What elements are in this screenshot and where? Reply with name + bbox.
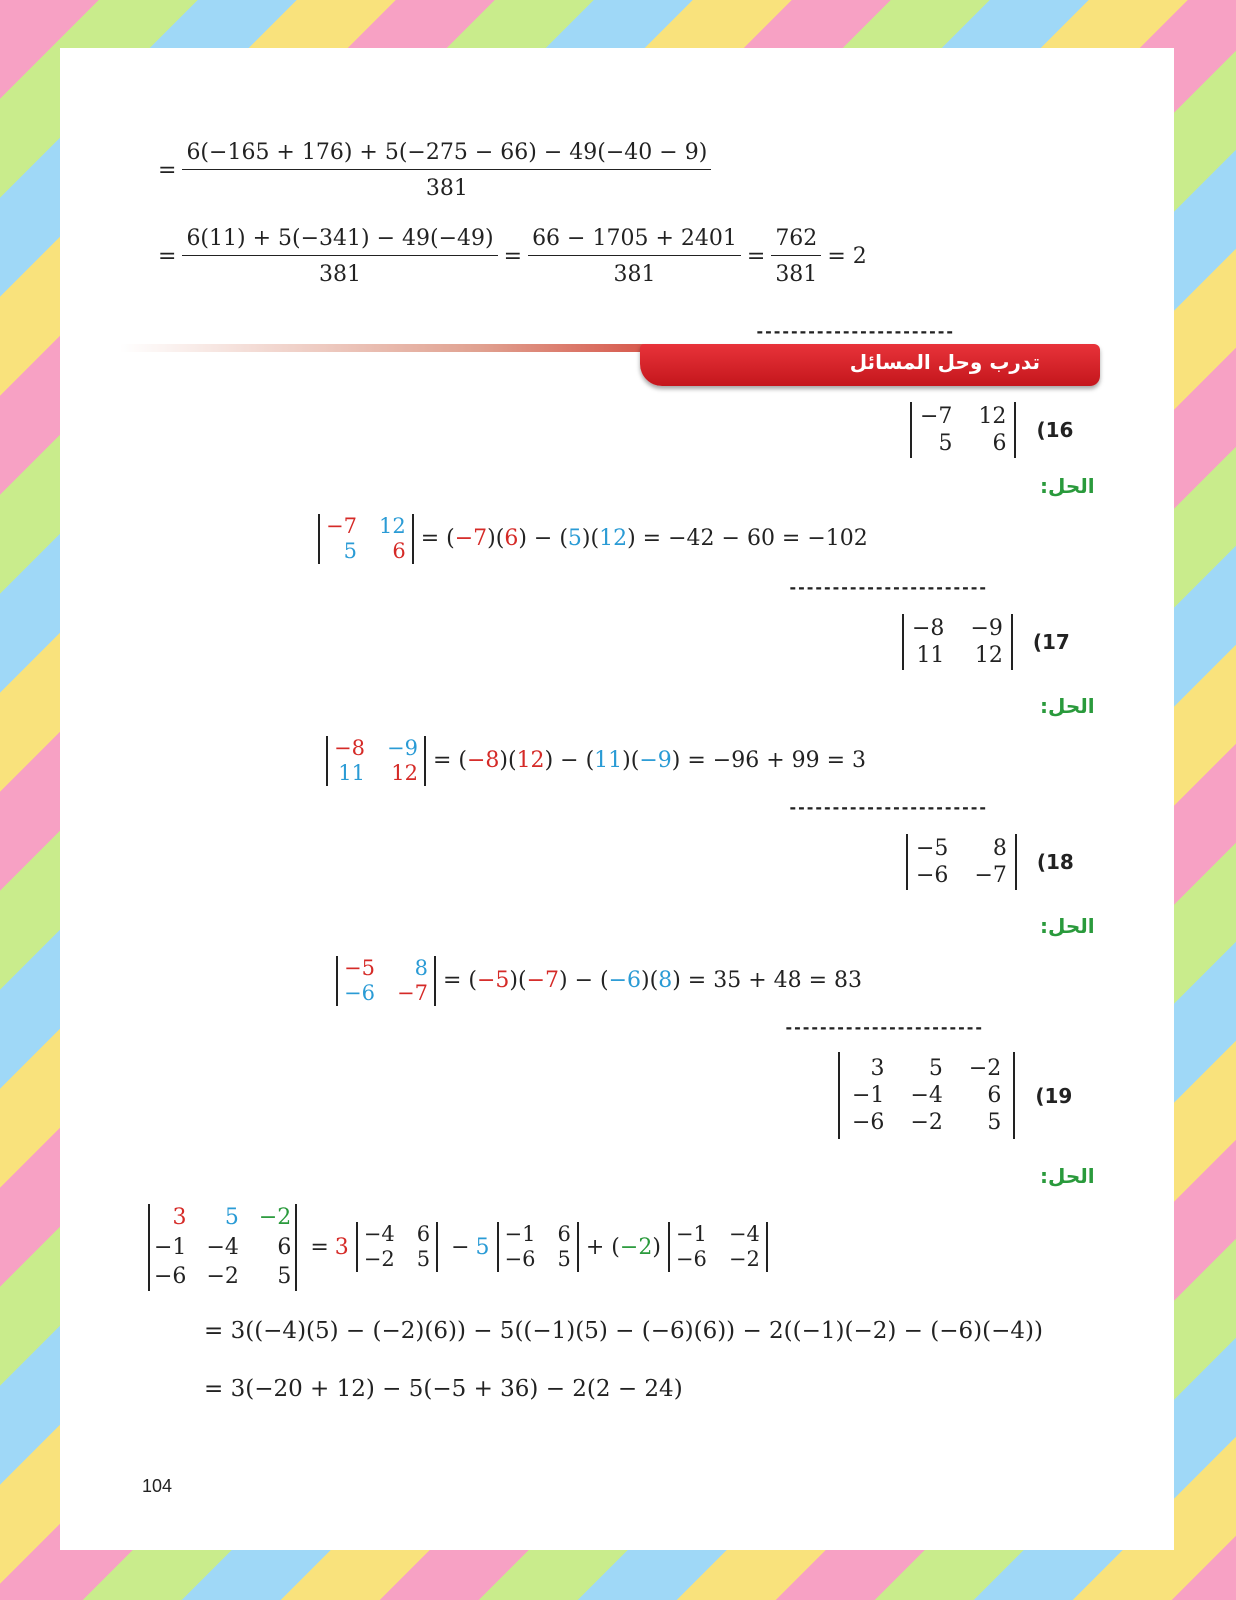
q19-minor-2: −1 6 −6 5	[497, 1222, 579, 1272]
q19-line-2: = 3((−4)(5) − (−2)(6)) − 5((−1)(5) − (−6)(6)) − 2((−1)(−2) − (−6)(−4))	[204, 1318, 1043, 1344]
q19-determinant: 3 5 −2 −1 −4 6 −6 −2 5	[838, 1052, 1015, 1139]
q17-problem	[902, 614, 1070, 670]
q17-colored-determinant: −8 −9 11 12	[326, 736, 426, 786]
page-number: 104	[142, 1476, 173, 1496]
q16-problem	[910, 402, 1073, 458]
q18-solution-label: الحل:	[1040, 914, 1095, 938]
q16-colored-determinant: −7 12 5 6	[318, 514, 414, 564]
q16-solution: −7 12 5 6 = (−7)(6) − (5)(12) = −42 − 60 = −102	[318, 514, 868, 564]
q18-colored-determinant: −5 8 −6 −7	[336, 956, 436, 1006]
separator-dashes: -----------------------	[788, 798, 987, 817]
q17-solution-label: الحل:	[1040, 694, 1095, 718]
section-banner	[120, 296, 1100, 374]
q19-minor-1: −4 6 −2 5	[356, 1222, 438, 1272]
q18-problem	[906, 834, 1074, 890]
q16-number: (16	[1036, 418, 1074, 442]
banner-title: تدرب وحل المسائل	[849, 350, 1040, 374]
separator-dashes: -----------------------	[755, 322, 954, 341]
fraction-line-2: = $\frac{6(11) + 5(-341) - 49(-49)}{381}$ = $\frac{66 - 1705 + 2401}{381}$ = $\frac{762}{381}$ = 2	[158, 226, 867, 287]
q16-determinant: −7 12 5 6	[910, 402, 1016, 458]
separator-dashes: -----------------------	[788, 578, 987, 597]
fraction-line-1: = $\frac{6(-165 + 176) + 5(-275 - 66) - 49(-40 - 9)}{381}$	[152, 140, 711, 201]
q16-solution-label: الحل:	[1040, 474, 1095, 498]
q19-colored-determinant: 3 5 −2 −1 −4 6 −6 −2 5	[148, 1204, 297, 1291]
separator-dashes: -----------------------	[784, 1018, 983, 1037]
q19-problem	[838, 1052, 1072, 1139]
q18-number: (18	[1036, 850, 1074, 874]
banner-fade	[120, 344, 720, 352]
q19-number: (19	[1035, 1083, 1073, 1108]
q17-determinant: −8 −9 11 12	[902, 614, 1013, 670]
q19-solution-label: الحل:	[1040, 1164, 1095, 1188]
q19-expansion: 3 5 −2 −1 −4 6 −6 −2 5 = 3 −4 6 −2 5 − 5 −1 6 −6 5 + (−2) −1 −4 −6 −2	[148, 1204, 768, 1291]
q19-minor-3: −1 −4 −6 −2	[668, 1222, 768, 1272]
q19-line-3: = 3(−20 + 12) − 5(−5 + 36) − 2(2 − 24)	[204, 1376, 683, 1402]
q18-determinant: −5 8 −6 −7	[906, 834, 1017, 890]
q17-solution: −8 −9 11 12 = (−8)(12) − (11)(−9) = −96 + 99 = 3	[326, 736, 866, 786]
q17-number: (17	[1032, 630, 1070, 654]
q18-solution: −5 8 −6 −7 = (−5)(−7) − (−6)(8) = 35 + 48 = 83	[336, 956, 862, 1006]
banner-red	[640, 344, 1100, 386]
